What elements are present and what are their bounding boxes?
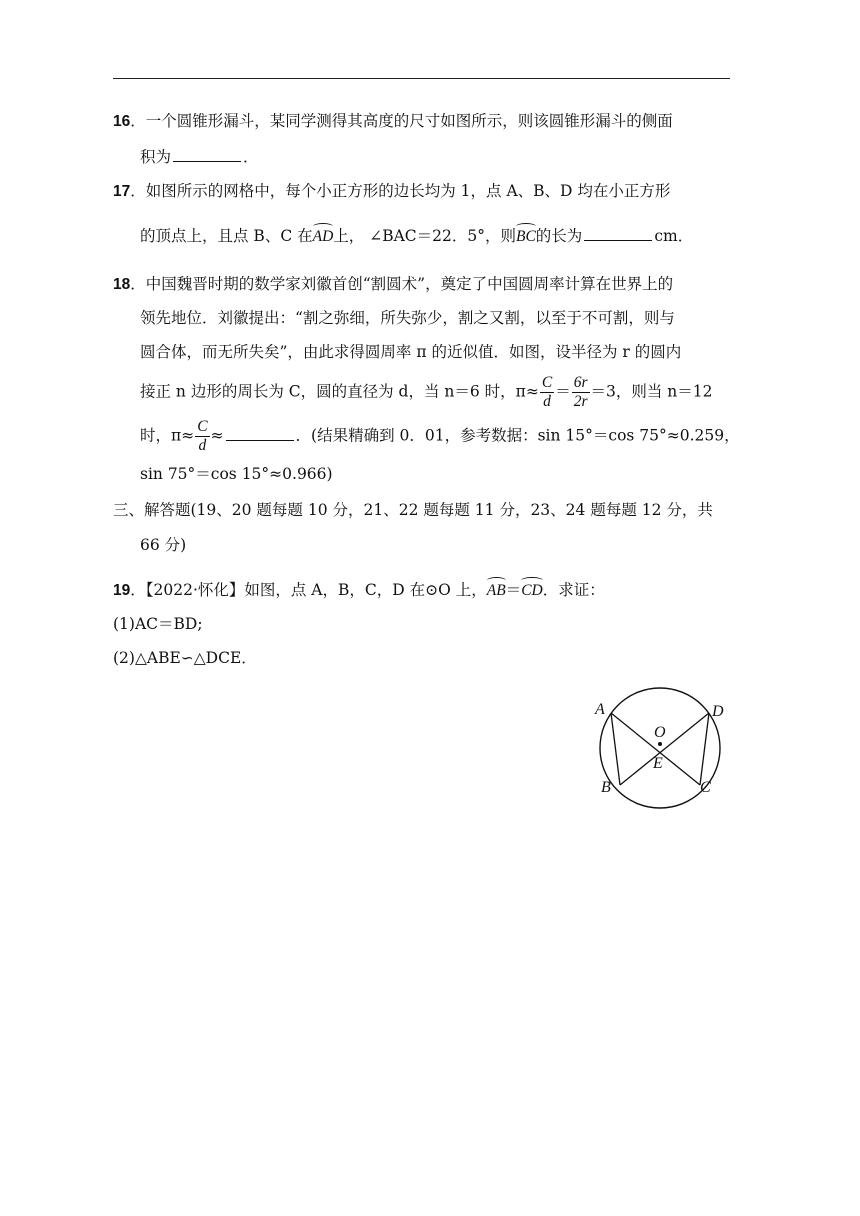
q18-line3 bbox=[140, 341, 681, 363]
section3-line1 bbox=[113, 499, 713, 521]
q19-line1 bbox=[113, 579, 605, 602]
section3-text-2: 66 分) bbox=[140, 536, 187, 554]
q16-text-1: ．一个圆锥形漏斗，某同学测得其高度的尺寸如图所示，则该圆锥形漏斗的侧面 bbox=[130, 112, 673, 130]
q17-line1 bbox=[113, 180, 670, 203]
q18-text-5a: 时，π≈ bbox=[140, 426, 195, 445]
q18-number: 18 bbox=[113, 276, 131, 293]
q16-line2 bbox=[140, 146, 259, 168]
q18-answer-blank[interactable] bbox=[226, 426, 294, 441]
q19-arc-cd: CD bbox=[521, 580, 543, 602]
q17-text-2b: 上， ∠BAC＝22．5°，则 bbox=[333, 227, 516, 245]
q16-number: 16 bbox=[113, 113, 131, 130]
section3-line2 bbox=[140, 534, 186, 556]
q17-arc-bc: BC bbox=[516, 226, 536, 248]
q18-text-1: ．中国魏晋时期的数学家刘徽首创“割圆术”，奠定了中国圆周率计算在世界上的 bbox=[130, 275, 674, 293]
fraction-denominator: 2r bbox=[573, 393, 588, 410]
section3-text-1: 三、解答题(19、20 题每题 10 分，21、22 题每题 11 分，23、24 题每题 12 分，共 bbox=[113, 501, 713, 519]
q18-line2 bbox=[140, 307, 675, 329]
q18-line5 bbox=[140, 418, 740, 455]
q18-text-5b: ≈ bbox=[210, 426, 224, 445]
q18-line6 bbox=[140, 463, 333, 485]
q19-text-1a: ．【2022·怀化】如图，点 A，B，C，D 在⊙O 上， bbox=[130, 581, 487, 599]
q16-line1 bbox=[113, 110, 673, 133]
q17-arc-ad: AD bbox=[313, 226, 334, 248]
top-rule bbox=[113, 78, 730, 79]
q19-part1 bbox=[113, 613, 203, 635]
q17-text-2c: 的长为 bbox=[535, 227, 583, 245]
q17-number: 17 bbox=[113, 183, 131, 200]
label-c: C bbox=[700, 779, 711, 796]
q18-text-4b: ＝3，则当 n＝12 bbox=[590, 382, 713, 401]
q18-fraction-c-over-d-2 bbox=[195, 418, 209, 455]
q17-answer-blank[interactable] bbox=[584, 226, 652, 241]
label-b: B bbox=[601, 779, 611, 796]
q18-line4 bbox=[140, 374, 713, 411]
q19-part2-text: (2)△ABE∽△DCE． bbox=[113, 649, 257, 667]
q19-part2 bbox=[113, 647, 257, 669]
q19-arc-ab: AB bbox=[487, 580, 506, 602]
q19-text-1b: ．求证： bbox=[542, 581, 605, 599]
q19-part1-text: (1)AC＝BD; bbox=[113, 615, 203, 633]
fraction-denominator: d bbox=[198, 437, 207, 454]
q17-line2 bbox=[140, 225, 693, 248]
fraction-numerator: C bbox=[541, 374, 553, 391]
q18-line1 bbox=[113, 273, 673, 296]
q17-text-2d: cm． bbox=[654, 227, 694, 245]
circle-figure bbox=[592, 680, 742, 810]
q19-eq: ＝ bbox=[505, 581, 522, 599]
q18-text-3: 圆合体，而无所失矣”，由此求得圆周率 π 的近似值．如图，设半径为 r 的圆内 bbox=[140, 343, 682, 361]
q17-text-2a: 的顶点上，且点 B、C 在 bbox=[140, 227, 313, 245]
label-a: A bbox=[595, 701, 605, 718]
label-o: O bbox=[654, 724, 666, 741]
q16-text-2b: ． bbox=[243, 148, 259, 166]
q18-fraction-c-over-d bbox=[540, 374, 554, 411]
q18-text-2: 领先地位．刘徽提出：“割之弥细，所失弥少，割之又割，以至于不可割，则与 bbox=[140, 309, 675, 327]
q16-answer-blank[interactable] bbox=[173, 147, 241, 162]
segment-ab bbox=[611, 713, 620, 785]
q18-fraction-6r-over-2r bbox=[572, 374, 590, 411]
q17-text-1: ．如图所示的网格中，每个小正方形的边长均为 1，点 A、B、D 均在小正方形 bbox=[130, 182, 671, 200]
label-e: E bbox=[653, 755, 663, 772]
q18-eq: ＝ bbox=[555, 382, 571, 401]
q18-text-6: sin 75°＝cos 15°≈0.966) bbox=[140, 465, 333, 483]
q18-text-4a: 接正 n 边形的周长为 C，圆的直径为 d，当 n＝6 时，π≈ bbox=[140, 382, 539, 401]
fraction-numerator: 6r bbox=[573, 374, 588, 391]
q16-text-2a: 积为 bbox=[140, 148, 172, 166]
segment-dc bbox=[700, 713, 709, 785]
label-d: D bbox=[712, 703, 724, 720]
fraction-numerator: C bbox=[197, 418, 208, 435]
q19-number: 19 bbox=[113, 582, 131, 599]
q18-text-5c: ．(结果精确到 0．01，参考数据：sin 15°＝cos 75°≈0.259， bbox=[295, 426, 740, 445]
fraction-denominator: d bbox=[543, 393, 551, 410]
center-dot bbox=[658, 742, 662, 746]
